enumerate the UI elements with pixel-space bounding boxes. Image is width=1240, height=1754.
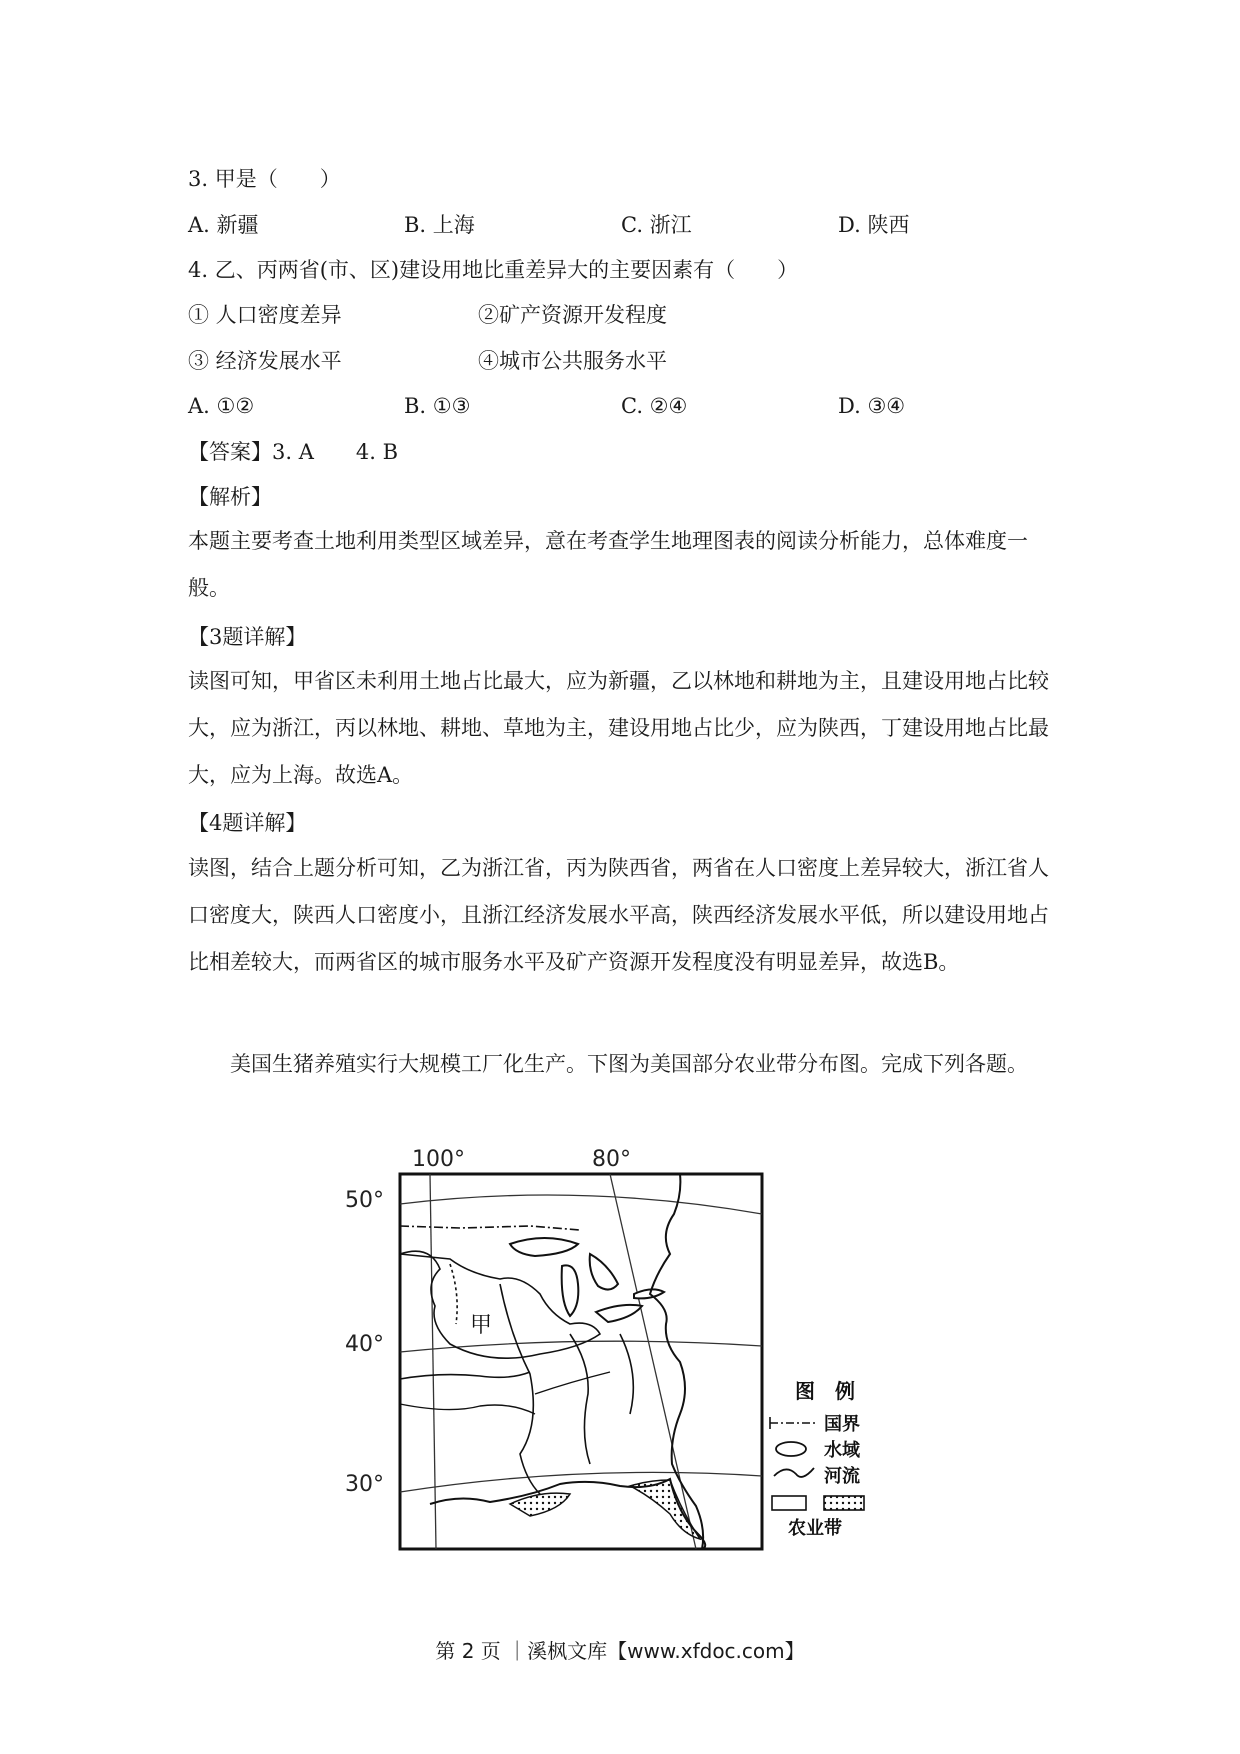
legend-title: 图 例 [795,1379,855,1403]
q3-option-a: A. 新疆 [188,213,259,237]
q4-stem: 4. 乙、丙两省(市、区)建设用地比重差异大的主要因素有（ ） [188,258,799,282]
map-frame [400,1174,762,1549]
q4-factor-2: ②矿产资源开发程度 [478,303,667,327]
q4-option-c: C. ②④ [621,394,688,418]
lat-label-30: 30° [345,1472,384,1497]
intro-paragraph: 美国生猪养殖实行大规模工厂化生产。下图为美国部分农业带分布图。完成下列各题。 [230,1052,1028,1076]
q3-option-b: B. 上海 [404,213,475,237]
q4-detail-heading: 【4题详解】 [188,811,307,835]
q4-option-a: A. ①② [188,394,255,418]
q4-detail-text: 读图，结合上题分析可知，乙为浙江省，丙为陕西省，两省在人口密度上差异较大，浙江省人口密度大，陕西人口密度小，且浙江经济发展水平高，陕西经济发展水平低，所以建设用地占比相差较大，而两省区的城市服务水平及矿产资源开发程度没有明显差异，故选B。 [188,856,1049,974]
lon-label-80: 80° [592,1147,631,1172]
q3-detail-heading: 【3题详解】 [188,625,307,649]
legend-belt-dotted-symbol [824,1496,864,1510]
q3-stem: 3. 甲是（ ） [188,167,341,191]
q4-factor-1: ① 人口密度差异 [188,303,342,327]
legend-river-label: 河流 [824,1466,860,1487]
lat-label-40: 40° [345,1332,384,1357]
q3-detail-text: 读图可知，甲省区未利用土地占比最大，应为新疆，乙以林地和耕地为主，且建设用地占比较大，应为浙江，丙以林地、耕地、草地为主，建设用地占比少，应为陕西，丁建设用地占比最大，应为上海。故选A。 [188,669,1049,787]
legend-water-label: 水域 [824,1440,860,1461]
q3-option-c: C. 浙江 [621,213,692,237]
q4-factor-4: ④城市公共服务水平 [478,349,667,373]
agriculture-belt-map [330,1134,910,1564]
q3-option-d: D. 陕西 [838,213,910,237]
answer-line: 【答案】3. A 4. B [188,440,399,464]
q4-option-b: B. ①③ [404,394,471,418]
lat-label-50: 50° [345,1188,384,1213]
map-legend [770,1379,864,1539]
analysis-heading: 【解析】 [188,485,272,509]
page-footer: 第 2 页 ｜溪枫文库【www.xfdoc.com】 [435,1639,805,1663]
legend-river-symbol [774,1468,814,1477]
legend-border-symbol [770,1417,818,1429]
analysis-text: 本题主要考查土地利用类型区域差异，意在考查学生地理图表的阅读分析能力，总体难度一般。 [188,529,1028,600]
q4-option-d: D. ③④ [838,394,906,418]
legend-border-label: 国界 [824,1414,860,1435]
lon-label-100: 100° [412,1147,465,1172]
legend-water-symbol [776,1442,806,1456]
region-label-jia: 甲 [470,1313,493,1338]
q4-factor-3: ③ 经济发展水平 [188,349,342,373]
legend-belt-label: 农业带 [788,1518,842,1539]
legend-belt-plain-symbol [772,1496,806,1510]
